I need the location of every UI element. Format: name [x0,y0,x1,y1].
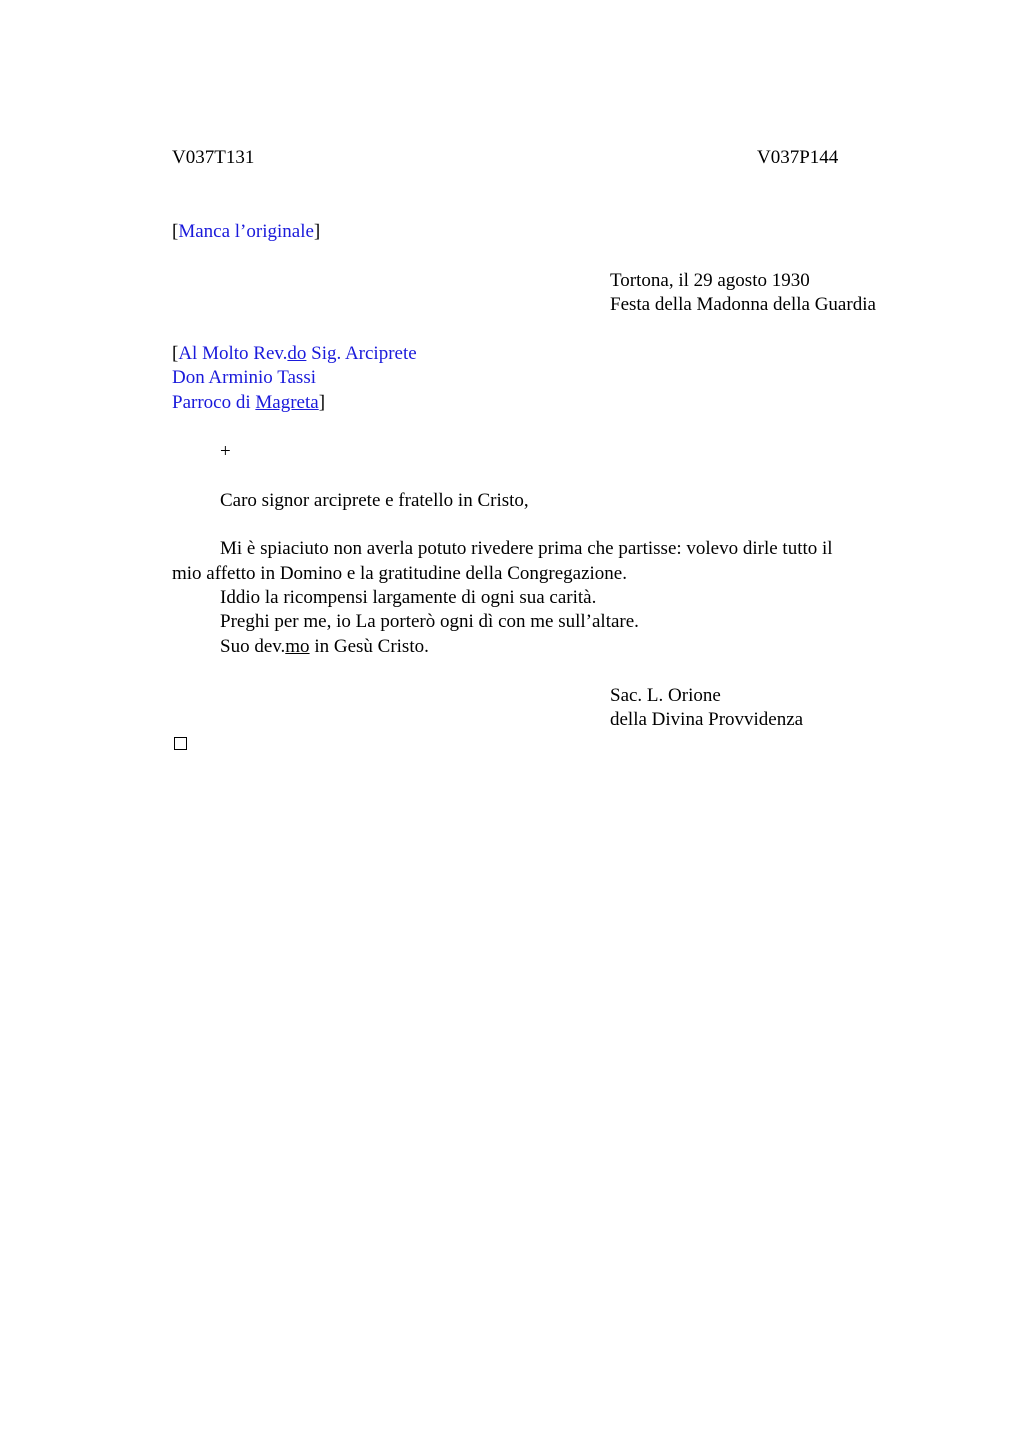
signature-name: Sac. L. Orione [610,685,721,706]
salutation: Caro signor arciprete e fratello in Cristo, [220,490,529,511]
end-mark-box [174,737,187,750]
closing-superscript: mo [285,636,310,657]
signature-title: della Divina Provvidenza [610,709,804,730]
addressee-line-1: [Al Molto Rev.do Sig. Arciprete [172,343,417,364]
cross-mark: + [220,441,231,462]
body-paragraph-3: Preghi per me, io La porterò ogni dì con me sull’altare. [220,611,639,632]
editorial-note-text: Manca l’originale [178,221,314,242]
dateline-place-date: Tortona, il 29 agosto 1930 [610,270,810,291]
document-code-left: V037T131 [172,147,255,168]
closing-line: Suo dev.mo in Gesù Cristo. [220,636,429,657]
addressee-place: Magreta [255,392,319,413]
document-code-right: V037P144 [757,147,839,168]
body-paragraph-1-line-2: mio affetto in Domino e la gratitudine della Congregazione. [172,563,627,584]
addressee-line-2: Don Arminio Tassi [172,367,316,388]
abbreviation-superscript: do [287,343,307,364]
body-paragraph-2: Iddio la ricompensi largamente di ogni sua carità. [220,587,597,608]
editorial-note: [Manca l’originale] [172,221,321,242]
body-paragraph-1-line-1: Mi è spiaciuto non averla potuto rivedere prima che partisse: volevo dirle tutto il [220,538,833,559]
dateline-feast: Festa della Madonna della Guardia [610,294,876,315]
addressee-line-3: Parroco di Magreta] [172,392,326,413]
